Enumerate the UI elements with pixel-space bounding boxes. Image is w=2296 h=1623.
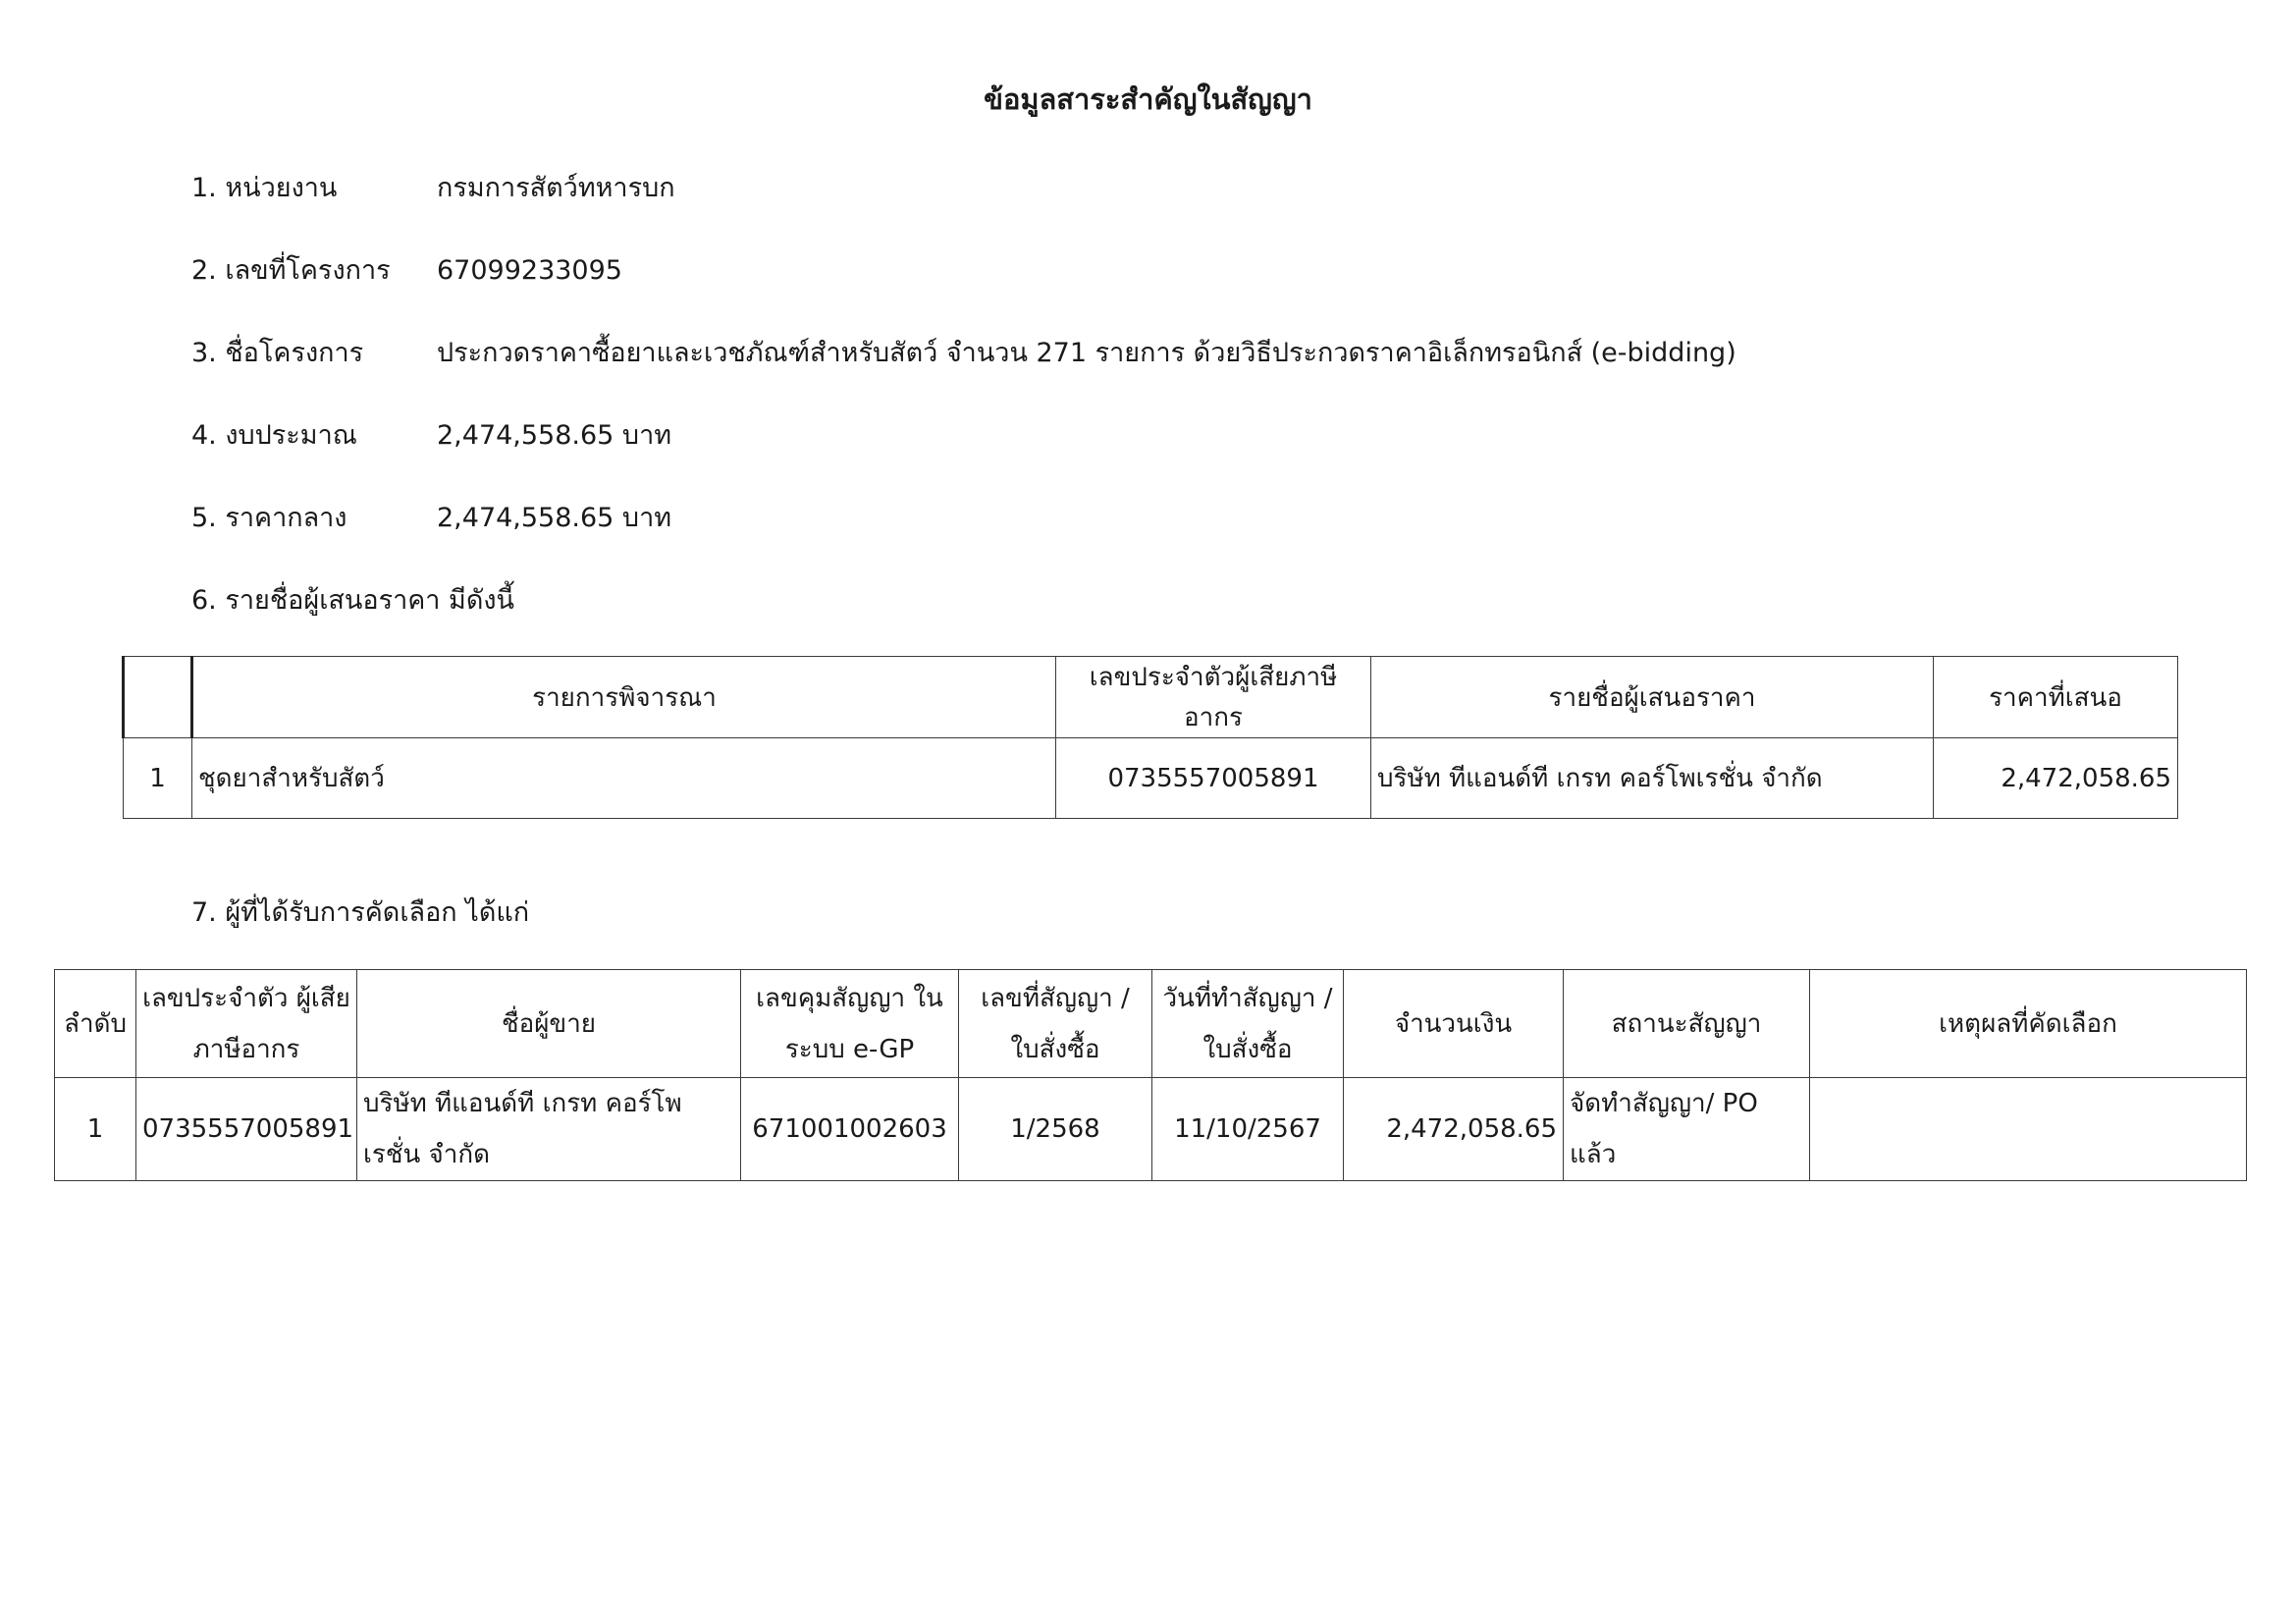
cell-contract-status: จัดทำสัญญา/ PO แล้ว	[1564, 1078, 1810, 1181]
header-cell-item: รายการพิจารณา	[192, 657, 1056, 738]
header-cell-bidder-name: รายชื่อผู้เสนอราคา	[1371, 657, 1934, 738]
header-cell-contract-status: สถานะสัญญา	[1564, 970, 1810, 1078]
info-label: 1. หน่วยงาน	[191, 173, 338, 203]
header-cell-index	[124, 657, 192, 738]
cell-egp-control-number: 671001002603	[741, 1078, 959, 1181]
cell-contract-number: 1/2568	[959, 1078, 1152, 1181]
info-value: ประกวดราคาซื้อยาและเวชภัณฑ์สำหรับสัตว์ จำนวน 271 รายการ ด้วยวิธีประกวดราคาอิเล็กทรอนิกส์ (e-bidding)	[437, 338, 1736, 368]
winners-heading: 7. ผู้ที่ได้รับการคัดเลือก ได้แก่	[191, 897, 530, 928]
header-cell-egp-control-number: เลขคุมสัญญา ในระบบ e-GP	[741, 970, 959, 1078]
header-cell-tax-id: เลขประจำตัวผู้เสียภาษีอากร	[1056, 657, 1371, 738]
cell-offered-price: 2,472,058.65	[1934, 738, 2178, 819]
header-cell-seller-name: ชื่อผู้ขาย	[357, 970, 741, 1078]
table-header-row	[124, 657, 2178, 738]
cell-seller-name: บริษัท ทีแอนด์ที เกรท คอร์โพเรชั่น จำกัด	[357, 1078, 741, 1181]
page-title: ข้อมูลสาระสำคัญในสัญญา	[984, 82, 1312, 116]
cell-sequence: 1	[55, 1078, 136, 1181]
header-cell-amount: จำนวนเงิน	[1344, 970, 1564, 1078]
header-cell-contract-number: เลขที่สัญญา / ใบสั่งซื้อ	[959, 970, 1152, 1078]
info-value: กรมการสัตว์ทหารบก	[437, 173, 675, 203]
header-cell-sequence: ลำดับ	[55, 970, 136, 1078]
cell-tax-id: 0735557005891	[1056, 738, 1371, 819]
bidders-heading: 6. รายชื่อผู้เสนอราคา มีดังนี้	[191, 585, 515, 616]
bidders-table	[122, 656, 2178, 819]
header-cell-offered-price: ราคาที่เสนอ	[1934, 657, 2178, 738]
table-row	[124, 738, 2178, 819]
header-cell-tax-id: เลขประจำตัว ผู้เสียภาษีอากร	[136, 970, 357, 1078]
header-cell-selection-reason: เหตุผลที่คัดเลือก	[1810, 970, 2247, 1078]
cell-bidder-name: บริษัท ทีแอนด์ที เกรท คอร์โพเรชั่น จำกัด	[1371, 738, 1934, 819]
cell-tax-id: 0735557005891	[136, 1078, 357, 1181]
header-cell-contract-date: วันที่ทำสัญญา / ใบสั่งซื้อ	[1152, 970, 1344, 1078]
info-label: 3. ชื่อโครงการ	[191, 338, 364, 368]
info-label: 4. งบประมาณ	[191, 420, 357, 451]
cell-item: ชุดยาสำหรับสัตว์	[192, 738, 1056, 819]
cell-amount: 2,472,058.65	[1344, 1078, 1564, 1181]
cell-index: 1	[124, 738, 192, 819]
table-row	[55, 1078, 2247, 1181]
winners-table	[54, 969, 2247, 1181]
table-header-row	[55, 970, 2247, 1078]
info-label: 5. ราคากลาง	[191, 503, 347, 533]
info-value: 67099233095	[437, 255, 622, 286]
info-value: 2,474,558.65 บาท	[437, 503, 672, 533]
cell-contract-date: 11/10/2567	[1152, 1078, 1344, 1181]
info-label: 2. เลขที่โครงการ	[191, 255, 391, 286]
cell-selection-reason	[1810, 1078, 2247, 1181]
info-value: 2,474,558.65 บาท	[437, 420, 672, 451]
